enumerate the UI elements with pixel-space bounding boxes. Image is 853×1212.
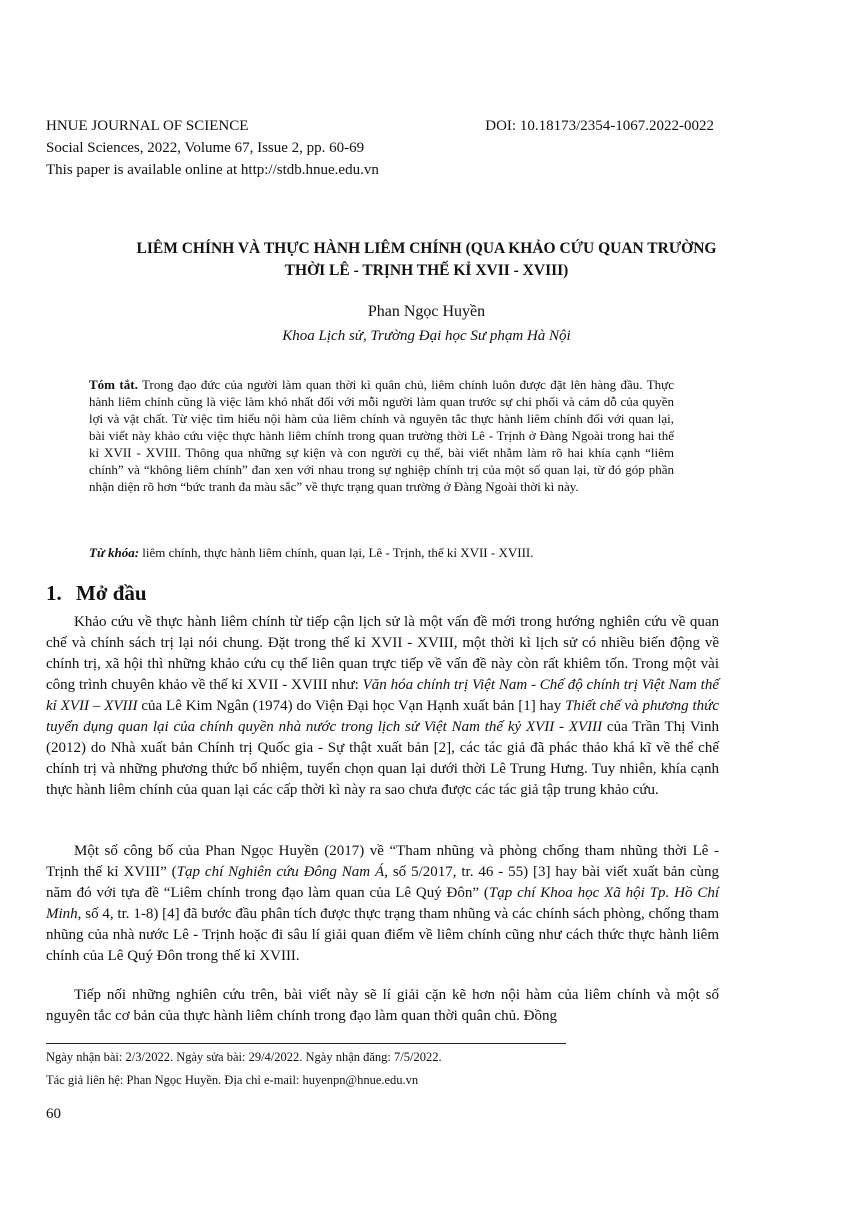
section-title: Mở đầu xyxy=(76,581,147,605)
footnote-dates: Ngày nhận bài: 2/3/2022. Ngày sửa bài: 29/4/2022. Ngày nhận đăng: 7/5/2022. xyxy=(46,1050,442,1064)
footnote-contact: Tác giả liên hệ: Phan Ngọc Huyền. Địa chỉ e-mail: huyenpn@hnue.edu.vn xyxy=(46,1073,419,1087)
abstract xyxy=(89,376,674,495)
author-name: Phan Ngọc Huyền xyxy=(367,303,486,320)
issue-info: Social Sciences, 2022, Volume 67, Issue 2, pp. 60-69 xyxy=(46,140,365,156)
journal-name: HNUE JOURNAL OF SCIENCE xyxy=(46,118,249,134)
paragraph-2 xyxy=(46,841,719,967)
page-number: 60 xyxy=(46,1106,61,1122)
section-number: 1. xyxy=(46,581,62,605)
author-affiliation: Khoa Lịch sử, Trường Đại học Sư phạm Hà Nội xyxy=(282,328,571,344)
section-heading xyxy=(46,580,147,606)
paragraph-2-text-a: Một số công bố của Phan Ngọc Huyền (2017) về “Tham nhũng và phòng chống tham nhũng thời Lê - Trịnh thế kỉ XVIII” ( xyxy=(46,843,719,880)
title-line-2: THỜI LÊ - TRỊNH THẾ KỈ XVII - XVIII) xyxy=(284,262,569,279)
abstract-label: Tóm tắt. xyxy=(89,377,138,392)
title-line-1: LIÊM CHÍNH VÀ THỰC HÀNH LIÊM CHÍNH (QUA KHẢO CỨU QUAN TRƯỜNG xyxy=(136,240,717,257)
paragraph-2-journal-2: Tạp chí Khoa học Xã hội Tp. Hồ Chí Minh xyxy=(46,885,719,922)
paragraph-1-work-title-2: Thiết chế và phương thức tuyển dụng quan lại của chính quyền nhà nước trong lịch sử Việt Nam thế kỷ XVII - XVIII xyxy=(46,698,719,735)
paragraph-1-text-b: của Lê Kim Ngân (1974) do Viện Đại học Vạn Hạnh xuất bản [1] hay xyxy=(137,698,566,714)
paragraph-3 xyxy=(46,985,719,1027)
paragraph-1-text-c: của Trần Thị Vinh (2012) do Nhà xuất bản Chính trị Quốc gia - Sự thật xuất bản [2], các tác giả đã phác thảo khá kĩ về thể chế chính trị và những phương thức bổ nhiệm, tuyển chọn quan lại dưới thời Lê Trung Hưng. Tuy nhiên, khía cạnh thực hành liêm chính của quan lại các cấp thời kì này ra sao chưa được các tác giả tập trung khảo cứu. xyxy=(46,719,719,798)
paragraph-2-journal-1: Tạp chí Nghiên cứu Đông Nam Á xyxy=(176,864,385,880)
doi: DOI: 10.18173/2354-1067.2022-0022 xyxy=(485,118,714,134)
keywords xyxy=(89,544,674,561)
paragraph-1 xyxy=(46,612,719,801)
availability-note: This paper is available online at http://stdb.hnue.edu.vn xyxy=(46,162,379,178)
keywords-text: liêm chính, thực hành liêm chính, quan lại, Lê - Trịnh, thế kỉ XVII - XVIII. xyxy=(139,545,534,560)
abstract-text: Trong đạo đức của người làm quan thời kì quân chủ, liêm chính luôn được đặt lên hàng đầu. Thực hành liêm chính cũng là việc làm khó nhất đối với mỗi người làm quan trước sự chi phối và cám dỗ của quyền lợi và vật chất. Từ việc tìm hiểu nội hàm của liêm chính và nguyên tắc thực hành liêm chính đối với quan lại, bài viết này khảo cứu việc thực hành liêm chính trong quan trường thời Lê - Trịnh ở Đàng Ngoài trong hai thế kỉ XVII - XVIII. Thông qua những sự kiện và con người cụ thể, bài viết nhằm làm rõ hai khía cạnh “liêm chính” và “không liêm chính” đan xen với nhau trong sự nghiệp chính trị của một số quan lại, từ đó góp phần nhận diện rõ hơn “bức tranh đa màu sắc” về thực trạng quan trường ở Đàng Ngoài thời kì này. xyxy=(89,377,674,494)
keywords-label: Từ khóa: xyxy=(89,545,140,560)
paragraph-2-text-c: , số 4, tr. 1-8) [4] đã bước đầu phân tích được thực trạng tham nhũng và các chính sách phòng, chống tham nhũng của nhà nước Lê - Trịnh hoặc đi sâu lí giải quan điểm về liêm chính cũng như cách thức thực hành liêm chính của Lê Quý Đôn trong thế kỉ XVIII. xyxy=(46,906,719,964)
paper-title xyxy=(40,238,813,282)
footnote-divider xyxy=(46,1043,566,1044)
paragraph-1-text-a: Khảo cứu về thực hành liêm chính từ tiếp cận lịch sử là một vấn đề mới trong hướng nghiên cứu về quan chế và chính sách trị lại nói chung. Đặt trong thế kỉ XVII - XVIII, một thời kì lịch sử có nhiều biến động về chính trị, xã hội thì những khảo cứu cụ thể liên quan trực tiếp về vấn đề này còn rất khiêm tốn. Trong một vài công trình chuyên khảo về thế kỉ XVII - XVIII như: xyxy=(46,614,719,693)
paragraph-3-text: Tiếp nối những nghiên cứu trên, bài viết này sẽ lí giải cặn kẽ hơn nội hàm của liêm chính và một số nguyên tắc cơ bản của thực hành liêm chính trong đạo làm quan thời quân chủ. Đồng xyxy=(46,987,719,1024)
paragraph-2-text-b: , số 5/2017, tr. 46 - 55) [3] hay bài viết xuất bản cùng năm đó với tựa đề “Liêm chính trong đạo làm quan của Lê Quý Đôn” ( xyxy=(46,864,720,901)
paragraph-1-work-title-1: Văn hóa chính trị Việt Nam - Chế độ chính trị Việt Nam thế kỉ XVII – XVIII xyxy=(46,677,719,714)
